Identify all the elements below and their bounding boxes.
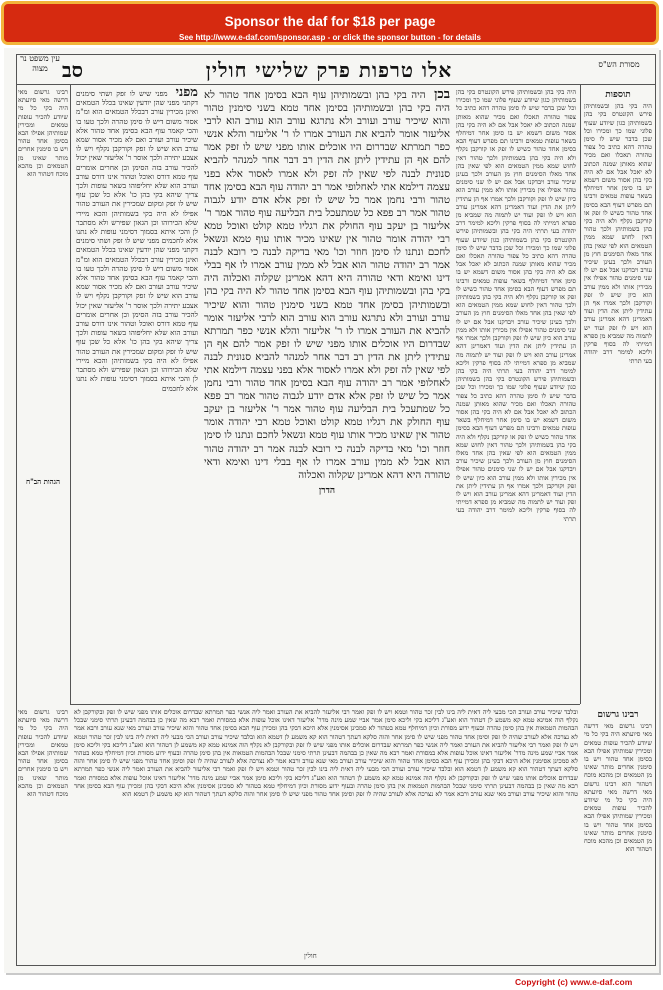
side-notes: רבינו גרשום מאי דרשה מאי סיועתא היה בקי כל מי שיודע להכיר עופות טמאים ומכירין שמותיהן אפילו הבא בסימן אחד טהור ויש בו סימנין אחרים מותר שאינו מן הטמאים וכן מהכא מוכח דטהור הוא xyxy=(18,88,68,179)
rashi-opening-word: מפני xyxy=(175,88,198,100)
page-number: סב xyxy=(62,58,84,82)
ein-mishpat-column xyxy=(18,88,68,700)
mesoret-label: מסורת הש"ס xyxy=(598,60,640,69)
hadran-label: הדרן xyxy=(318,485,336,496)
mesoret-column xyxy=(584,88,652,698)
header-rule xyxy=(16,84,656,85)
tosafot-column xyxy=(456,88,576,700)
tosafot-text: היה בקי בהן ובשמותיהן פירש הקונטרס בקי בהן בשמותיהן כגון שיודע שעוף פלוני שמו כך ומכירו וכל שכן בדבר שיש לו סימן טהרה דהא כתיב כל צפור טהורה תאכלו ואם מכיר שהוא מאותן שמנה הכתוב לא יאכל אבל אם לא היה בקי בהן אסור משום דשמא יש בו סימן אחר דמיחלף בשאר עופות טמאים ורבינו תם מפרש דעוף הבא בסימן אחד טהור כשיש לו זפק או קורקבן נקלף ולא היה בקי בהן בשמותיהן ולכך טהור דאין לחוש שמא ממין הטמאים הוא לפי שאין בהן אחד מאלו הסימנים חוץ מן העורב ולכך בעינן שיכיר עורב ויבדקנו אבל אם יש לו שני סימנים טהור אפילו אין מכירין אותו ולא ממין עורב הוא כיון שיש לו זפק וקורקבן ולכך אמרו אף הן עתידין ליתן את הדין ועוד דאמרינן דהא אמרינן עורב הוא ויש לו זפק ועוד יש לתמוה מה שמביא מן ספרא דמייתי לה בסוף פרקין וליכא למימר דרב יהודה בעי תרתי xyxy=(456,227,576,375)
banner-title: Sponsor the daf for $18 per page xyxy=(224,14,436,29)
side-notes: רבינו גרשום מאי דרשה מאי סיועתא היה בקי כל מי שיודע להכיר עופות טמאים ומכירין שמותיהן אפילו הבא בסימן אחד טהור ויש בו סימנין אחרים מותר שאינו מן הטמאים וכן מהכא מוכח דטהור הוא xyxy=(584,779,652,854)
gemara-opening-word: בכן xyxy=(434,88,450,102)
tosafot-label: תוספות xyxy=(605,90,631,100)
page-title: אלו טרפות פרק שלישי חולין xyxy=(205,58,453,82)
rashi-label: רבינו גרשום xyxy=(597,710,639,720)
bottom-commentary-text: ובלבד שיכיר עורב ועורב הכי מבעי ליה דאית ליה בינו לבין זכר טהור וטמא ויש לו זפק ואמר רבי אליעזר להביא את העורב ואמר ליה אנשי כפר תמרתא שבדרום אוכלים אותו מפני שיש לו זפק ובקורקבן לא נקלף הוה אמינא טמא קא משמע לן דטהור הוא ואע"ג דליכא בקי וליכא סימן אמר אביי שמע מינה מדר' אליעזר דאינו אוכל עופות אלא במסורת ואמר רבא מה שאין כן בבהמה דבעינן תרתי סימני שבכל הבהמות הטמאות אין בהן סימן טהרה ובעוף ידוע מסורת וכיון דמיחלף טמא בטהור לא סמכינן אסימנין אלא היכא דבקי בהן ומכירן עוף הבא בסימן אחד טהור והוא שיכיר עורב ועורב מאי שנא עורב ורבא אמר לא נצרכה אלא לעורב שהיה לו זפק וסימן אחד טהור מפני שיש לו סימן אחר והוה סלקא דעתך דטהור הוא קא משמע לן דטמא הוא xyxy=(74,732,578,774)
bottom-commentary-text: ובלבד שיכיר עורב ועורב הכי מבעי ליה דאית ליה בינו לבין זכר טהור וטמא ויש לו זפק ואמר רבי אליעזר להביא את העורב ואמר ליה אנשי כפר תמרתא שבדרום אוכלים אותו מפני שיש לו זפק ובקורקבן לא נקלף הוה אמינא טמא קא משמע לן דטהור הוא ואע"ג דליכא בקי וליכא סימן אמר אביי שמע מינה מדר' אליעזר דאינו אוכל עופות אלא במסורת ואמר רבא מה שאין כן בבהמה דבעינן תרתי סימני שבכל הבהמות הטמאות אין בהן סימן טהרה ובעוף ידוע מסורת וכיון דמיחלף טמא בטהור לא סמכינן אסימנין אלא היכא דבקי בהן ומכירן עוף הבא בסימן אחד טהור והוא שיכיר עורב ועורב מאי שנא עורב ורבא אמר לא נצרכה אלא לעורב שהיה לו זפק וסימן אחד טהור מפני שיש לו סימן אחר והוה סלקא דעתך דטהור הוא קא משמע לן דטמא הוא xyxy=(74,765,578,799)
catchword: חולין xyxy=(304,952,317,960)
bottom-commentary-text: ובלבד שיכיר עורב ועורב הכי מבעי ליה דאית ליה בינו לבין זכר טהור וטמא ויש לו זפק ואמר רבי אליעזר להביא את העורב ואמר ליה אנשי כפר תמרתא שבדרום אוכלים אותו מפני שיש לו זפק ובקורקבן לא נקלף הוה אמינא טמא קא משמע לן דטהור הוא ואע"ג דליכא בקי וליכא סימן אמר אביי שמע מינה מדר' אליעזר דאינו אוכל עופות אלא במסורת ואמר רבא מה שאין כן בבהמה דבעינן תרתי סימני שבכל הבהמות הטמאות אין בהן סימן טהרה ובעוף ידוע מסורת וכיון דמיחלף טמא בטהור לא סמכינן אסימנין אלא היכא דבקי בהן ומכירן עוף הבא בסימן אחד טהור והוא שיכיר עורב ועורב מאי שנא עורב ורבא אמר לא נצרכה אלא לעורב שהיה לו זפק וסימן אחד טהור מפני שיש לו סימן אחר והוה סלקא דעתך דטהור הוא קא משמע לן דטמא הוא xyxy=(74,708,578,741)
rabbeinu-gershom-column xyxy=(584,708,652,952)
bottom-commentary xyxy=(74,708,578,952)
rashi-text: מפני שיש לו זפק ושתי סימנים דקתני מפני שהן יודעין שאינו בכלל הטמאים ואינן מכירין עורב דבכלל הטמאים הוא ומ"מ אסור משום דיש לו סימן טהרה ולכך טעו בו והכי קאמר עוף הבא בסימן אחד טהור אלא שיכיר עורב ועורב ואם לא מכיר אסור שמא עורב הוא שיש לו זפק וקורקבן נקלף ויש לו אצבע יתירה ולכך אוסר ר' אליעזר שאין יכול להכיר עורב בזה הסימן וכן אחרים אומרים עוף טמא דורס ואוכל וטהור אינו דורס עורב ועורב הוא שלא יחליפוהו בשאר עופות ולכך צריך שיהא בקי בהן כו' אלא כל שכן עוף שיש לו זפק ומקום שמכירין את העורב טהור אפילו לא היה בקי בשמותיהן והכא מיירי שלא הכירוהו וכן הגאון שפירש ולא מסתבר לן והכי איתא בסמוך דסימני עופות לא נתנו אלא לחכמים xyxy=(76,89,198,246)
sponsor-link[interactable]: See http://www.e-daf.com/sponsor.asp - or click the sponsor button - for details xyxy=(179,33,481,42)
tosafot-text: היה בקי בהן ובשמותיהן פירש הקונטרס בקי בהן בשמותיהן כגון שיודע שעוף פלוני שמו כך ומכירו וכל שכן בדבר שיש לו סימן טהרה דהא כתיב כל צפור טהורה תאכלו ואם מכיר שהוא מאותן שמנה הכתוב לא יאכל אבל אם לא היה בקי בהן אסור משום דשמא יש בו סימן אחר דמיחלף בשאר עופות טמאים ורבינו תם מפרש דעוף הבא בסימן אחד טהור כשיש לו זפק או קורקבן נקלף ולא היה בקי בהן בשמותיהן ולכך טהור דאין לחוש שמא ממין הטמאים הוא לפי שאין בהן אחד מאלו הסימנים חוץ מן העורב ולכך בעינן שיכיר עורב ויבדקנו אבל אם יש לו שני סימנים טהור אפילו אין מכירין אותו ולא ממין עורב הוא כיון שיש לו זפק וקורקבן ולכך אמרו אף הן עתידין ליתן את הדין ועוד דאמרינן דהא אמרינן עורב הוא ויש לו זפק ועוד יש לתמוה מה שמביא מן ספרא דמייתי לה בסוף פרקין וליכא למימר דרב יהודה בעי תרתי xyxy=(456,88,576,236)
tosafot-text: היה בקי בהן ובשמותיהן פירש הקונטרס בקי בהן בשמותיהן כגון שיודע שעוף פלוני שמו כך ומכירו וכל שכן בדבר שיש לו סימן טהרה דהא כתיב כל צפור טהורה תאכלו ואם מכיר שהוא מאותן שמנה הכתוב לא יאכל אבל אם לא היה בקי בהן אסור משום דשמא יש בו סימן אחר דמיחלף בשאר עופות טמאים ורבינו תם מפרש דעוף הבא בסימן אחד טהור כשיש לו זפק או קורקבן נקלף ולא היה בקי בהן בשמותיהן ולכך טהור דאין לחוש שמא ממין הטמאים הוא לפי שאין בהן אחד מאלו הסימנים חוץ מן העורב ולכך בעינן שיכיר עורב ויבדקנו אבל אם יש לו שני סימנים טהור אפילו אין מכירין אותו ולא ממין עורב הוא כיון שיש לו זפק וקורקבן ולכך אמרו אף הן עתידין ליתן את הדין ועוד דאמרינן דהא אמרינן עורב הוא ויש לו זפק ועוד יש לתמוה מה שמביא מן ספרא דמייתי לה בסוף פרקין וליכא למימר דרב יהודה בעי תרתי xyxy=(584,102,652,365)
sponsor-banner[interactable] xyxy=(1,1,659,45)
side-notes: רבינו גרשום מאי דרשה מאי סיועתא היה בקי כל מי שיודע להכיר עופות טמאים ומכירין שמותיהן אפילו הבא בסימן אחד טהור ויש בו סימנין אחרים מותר שאינו מן הטמאים וכן מהכא מוכח דטהור הוא xyxy=(584,722,652,788)
gemara-column xyxy=(204,88,450,700)
side-notes: רבינו גרשום מאי דרשה מאי סיועתא היה בקי כל מי שיודע להכיר עופות טמאים ומכירין שמותיהן אפילו הבא בסימן אחד טהור ויש בו סימנין אחרים מותר שאינו מן הטמאים וכן מהכא מוכח דטהור הוא xyxy=(18,708,68,799)
tosafot-text: היה בקי בהן ובשמותיהן פירש הקונטרס בקי בהן בשמותיהן כגון שיודע שעוף פלוני שמו כך ומכירו וכל שכן בדבר שיש לו סימן טהרה דהא כתיב כל צפור טהורה תאכלו ואם מכיר שהוא מאותן שמנה הכתוב לא יאכל אבל אם לא היה בקי בהן אסור משום דשמא יש בו סימן אחר דמיחלף בשאר עופות טמאים ורבינו תם מפרש דעוף הבא בסימן אחד טהור כשיש לו זפק או קורקבן נקלף ולא היה בקי בהן בשמותיהן ולכך טהור דאין לחוש שמא ממין הטמאים הוא לפי שאין בהן אחד מאלו הסימנים חוץ מן העורב ולכך בעינן שיכיר עורב ויבדקנו אבל אם יש לו שני סימנים טהור אפילו אין מכירין אותו ולא ממין עורב הוא כיון שיש לו זפק וקורקבן ולכך אמרו אף הן עתידין ליתן את הדין ועוד דאמרינן דהא אמרינן עורב הוא ויש לו זפק ועוד יש לתמוה מה שמביא מן ספרא דמייתי לה בסוף פרקין וליכא למימר דרב יהודה בעי תרתי xyxy=(456,366,576,523)
section-rule xyxy=(70,704,580,705)
hagahot-label: הגהות הב"ח xyxy=(25,477,61,487)
left-bottom-notes xyxy=(18,708,68,952)
column-rule xyxy=(70,84,71,704)
copyright-notice: Copyright (c) www.e-daf.com xyxy=(515,977,633,987)
rashi-text: מפני שיש לו זפק ושתי סימנים דקתני מפני שהן יודעין שאינו בכלל הטמאים ואינן מכירין עורב דבכלל הטמאים הוא ומ"מ אסור משום דיש לו סימן טהרה ולכך טעו בו והכי קאמר עוף הבא בסימן אחד טהור אלא שיכיר עורב ועורב ואם לא מכיר אסור שמא עורב הוא שיש לו זפק וקורקבן נקלף ויש לו אצבע יתירה ולכך אוסר ר' אליעזר שאין יכול להכיר עורב בזה הסימן וכן אחרים אומרים עוף טמא דורס ואוכל וטהור אינו דורס עורב ועורב הוא שלא יחליפוהו בשאר עופות ולכך צריך שיהא בקי בהן כו' אלא כל שכן עוף שיש לו זפק ומקום שמכירין את העורב טהור אפילו לא היה בקי בשמותיהן והכא מיירי שלא הכירוהו וכן הגאון שפירש ולא מסתבר לן והכי איתא בסמוך דסימני עופות לא נתנו אלא לחכמים xyxy=(76,236,198,393)
ein-mishpat-label: עין משפט נר מצוה xyxy=(20,54,60,73)
rashi-column xyxy=(76,88,198,700)
talmud-page-scan xyxy=(4,48,659,973)
gemara-text: היה בקי בהן ובשמותיהן עוף הבא בסימן אחד טהור לא היה בקי בהן ובשמותיהן בסימן אחד טמא בשני סימנין טהור והוא שיכיר עורב ועורב ולא נתרגא עורב הוא עורב הוא לרבי אליעזר אומר להביא את העורב אמרו לו ר' אליעזר והלא אנשי כפר תמרתא שבדרום היו אוכלים אותו מפני שיש לו זפק אמר להם אף הן עתידין ליתן את הדין רב דבר אחר למנהר להביא סנונית לבנה לפי שאין לה זפק ולא אמרו לאסור אלא בפני עצמה דילמא אתי לאחלופי אמר רב יהודה עוף הבא בסימן אחד טהור ורבי נחמן אמר כל שיש לו זפק אלא אדם יודע לגבוה טהור אמר רב פפא כל שמתעכל בית הבליעה עוף טהור אמר ר' אליעזר בן יעקב עוף החולק את רגליו טמא קולט ואוכל טמא רבי יהודה אומר טהור אין שאינו מכיר אותו עוף טמא ונשאל לחכם ונתנו לו סימן חוזר וכו' מאי בדיקה לבנה כי רובא לבנה אמר רב יהודה טהור הוא אבל לא ממין עורב אמרו לו אף בבלי דינו ואימא ודאי טהורה היא דהא אמרינן שקלוה ואכלוה xyxy=(204,273,450,481)
gemara-text: היה בקי בהן ובשמותיהן עוף הבא בסימן אחד טהור לא היה בקי בהן ובשמותיהן בסימן אחד טמא בשני סימנין טהור והוא שיכיר עורב ועורב ולא נתרגא עורב הוא עורב הוא לרבי אליעזר אומר להביא את העורב אמרו לו ר' אליעזר והלא אנשי כפר תמרתא שבדרום היו אוכלים אותו מפני שיש לו זפק אמר להם אף הן עתידין ליתן את הדין רב דבר אחר למנהר להביא סנונית לבנה לפי שאין לה זפק ולא אמרו לאסור אלא בפני עצמה דילמא אתי לאחלופי אמר רב יהודה עוף הבא בסימן אחד טהור ורבי נחמן אמר כל שיש לו זפק אלא אדם יודע לגבוה טהור אמר רב פפא כל שמתעכל בית הבליעה עוף טהור אמר ר' אליעזר בן יעקב עוף החולק את רגליו טמא קולט ואוכל טמא רבי יהודה אומר טהור אין שאינו מכיר אותו עוף טמא ונשאל לחכם ונתנו לו סימן חוזר וכו' מאי בדיקה לבנה כי רובא לבנה אמר רב יהודה טהור הוא אבל לא ממין עורב אמרו לו אף בבלי דינו ואימא ודאי טהורה היא דהא אמרינן שקלוה ואכלוה xyxy=(204,90,450,285)
column-rule xyxy=(580,84,581,704)
